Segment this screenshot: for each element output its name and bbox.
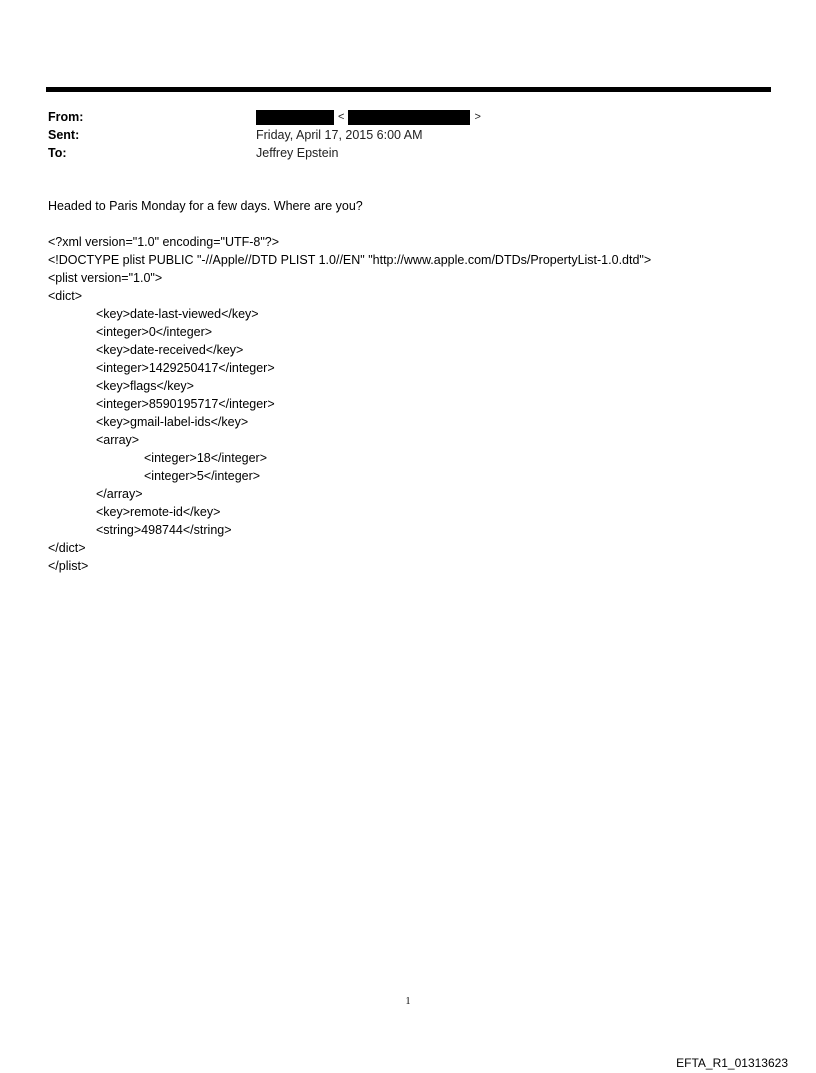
- xml-line: <integer>18</integer>: [144, 451, 268, 465]
- redacted-sender-email: [348, 110, 470, 125]
- xml-line: <integer>8590195717</integer>: [96, 397, 275, 411]
- redacted-sender-name: [256, 110, 334, 125]
- xml-line: </dict>: [48, 541, 86, 555]
- xml-line: <key>flags</key>: [96, 379, 194, 393]
- from-label: From:: [48, 110, 84, 124]
- sent-value: Friday, April 17, 2015 6:00 AM: [256, 128, 423, 142]
- xml-line: </array>: [96, 487, 143, 501]
- header-rule: [46, 87, 771, 92]
- xml-line: <string>498744</string>: [96, 523, 232, 537]
- xml-line: <key>remote-id</key>: [96, 505, 221, 519]
- page-number: 1: [405, 996, 411, 1007]
- from-value: [256, 108, 485, 126]
- xml-line: </plist>: [48, 559, 89, 573]
- from-close-bracket: >: [474, 111, 481, 123]
- xml-line: <key>gmail-label-ids</key>: [96, 415, 249, 429]
- to-value: Jeffrey Epstein: [256, 146, 339, 160]
- xml-line: <key>date-last-viewed</key>: [96, 307, 259, 321]
- message-text: Headed to Paris Monday for a few days. Where are you?: [48, 199, 363, 213]
- xml-line: <?xml version="1.0" encoding="UTF-8"?>: [48, 235, 280, 249]
- sent-label: Sent:: [48, 128, 80, 142]
- xml-line: <dict>: [48, 289, 83, 303]
- plist-xml-block: [48, 233, 651, 575]
- xml-line: <integer>5</integer>: [144, 469, 261, 483]
- xml-line: <integer>0</integer>: [96, 325, 213, 339]
- xml-line: <plist version="1.0">: [48, 271, 163, 285]
- xml-line: <!DOCTYPE plist PUBLIC "-//Apple//DTD PLIST 1.0//EN" "http://www.apple.com/DTDs/PropertyList-1.0.dtd">: [48, 253, 652, 267]
- to-label: To:: [48, 146, 67, 160]
- xml-line: <integer>1429250417</integer>: [96, 361, 275, 375]
- from-open-bracket: <: [338, 111, 345, 123]
- xml-line: <array>: [96, 433, 140, 447]
- xml-line: <key>date-received</key>: [96, 343, 244, 357]
- bates-number: EFTA_R1_01313623: [676, 1056, 788, 1070]
